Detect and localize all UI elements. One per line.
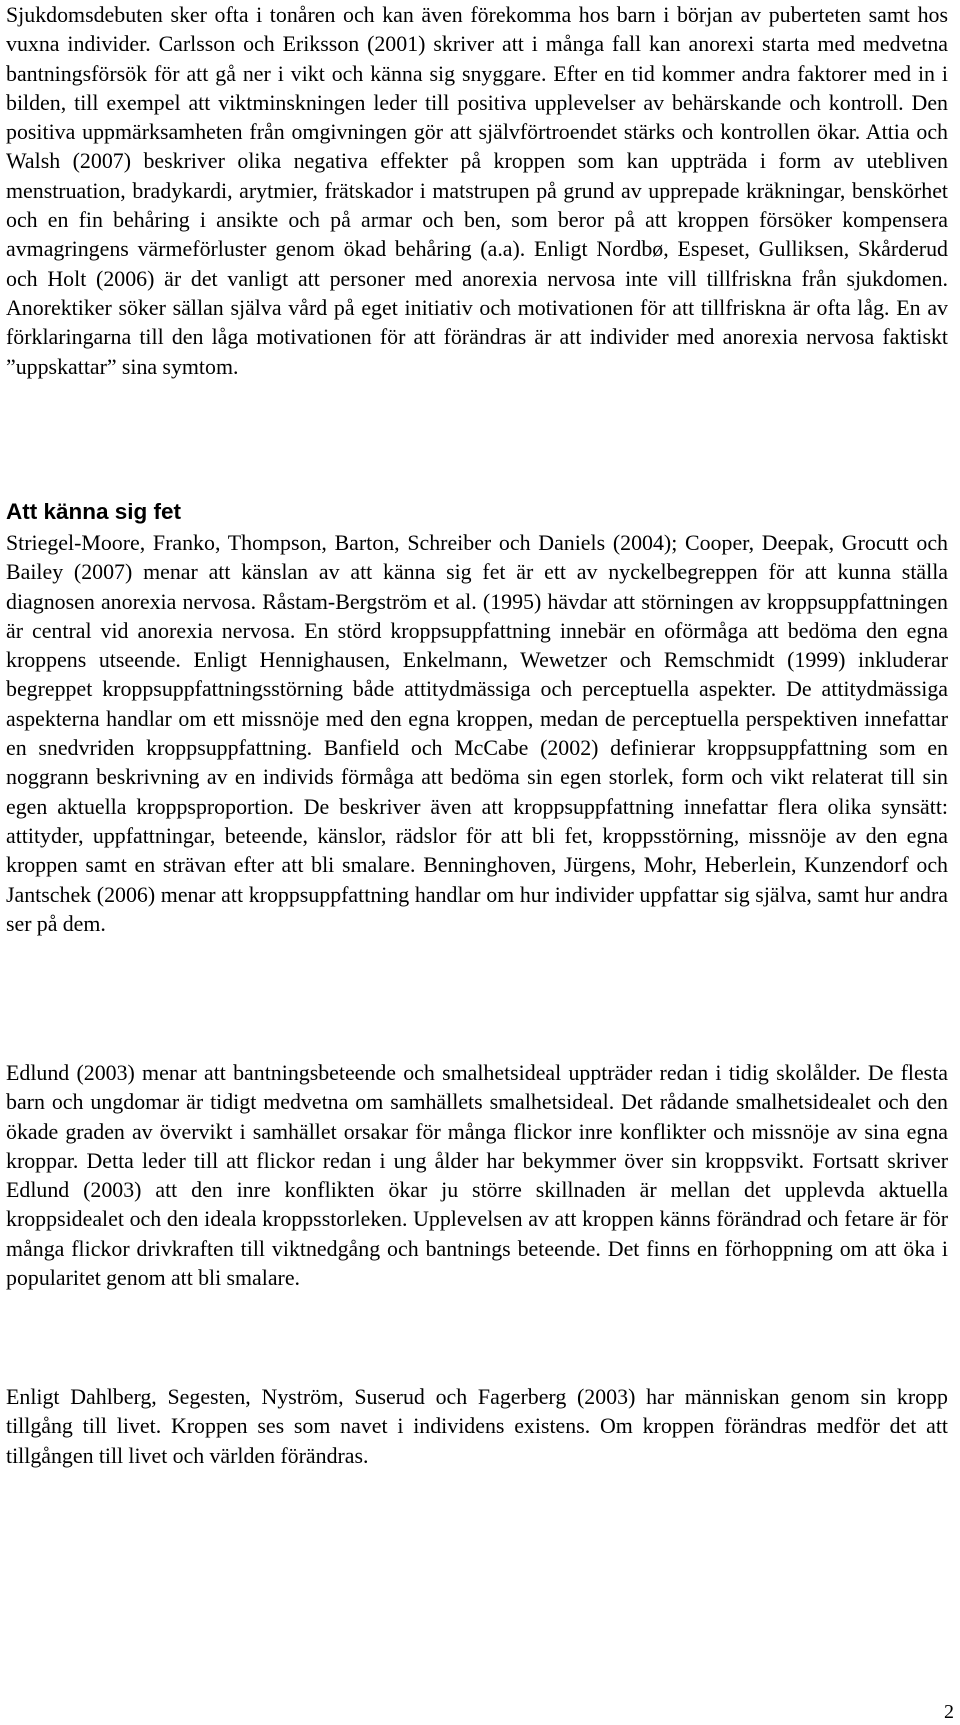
body-paragraph-3: Enligt Dahlberg, Segesten, Nyström, Suserud och Fagerberg (2003) har människan genom sin kropp tillgång till livet. Kroppen ses som navet i individens existens. Om kroppen förändras medför det att tillgången till livet och världen förändras. <box>6 1384 948 1468</box>
body-paragraph-1: Striegel-Moore, Franko, Thompson, Barton, Schreiber och Daniels (2004); Cooper, Deepak, Grocutt och Bailey (2007) menar att känslan av att känna sig fet är ett av nyckelbegreppen för att kunna ställa diagnosen anorexia nervosa. Råstam-Bergström et al. (1995) hävdar att störningen av kroppsuppfattningen är central vid anorexia nervosa. En störd kroppsuppfattning innebär en oförmåga att bedöma den egna kroppens utseende. Enligt Hennighausen, Enkelmann, Wewetzer och Remschmidt (1999) inkluderar begreppet kroppsuppfattningsstörning både attitydmässiga och perceptuella aspekter. De attitydmässiga aspekterna handlar om ett missnöje med den egna kroppen, medan de perceptuella perspektiven innefattar en snedvriden kroppsuppfattning. Banfield och McCabe (2002) definierar kroppsuppfattning som en noggrann beskrivning av en individs förmåga att bedöma sin egen storlek, form och vikt relaterat till sin egen aktuella kroppsproportion. De beskriver även att kroppsuppfattning innefattar flera olika synsätt: attityder, uppfattningar, beteende, känslor, rädslor för att bli fet, kroppsstörning, missnöje av den egna kroppen samt en strävan efter att bli smalare. Benninghoven, Jürgens, Mohr, Heberlein, Kunzendorf och Jantschek (2006) menar att kroppsuppfattning handlar om hur individer uppfattar sig själva, samt hur andra ser på dem. <box>6 530 948 936</box>
intro-paragraph: Sjukdomsdebuten sker ofta i tonåren och kan även förekomma hos barn i början av puberteten samt hos vuxna individer. Carlsson och Eriksson (2001) skriver att i många fall kan anorexi starta med medvetna bantningsförsök för att gå ner i vikt och känna sig snyggare. Efter en tid kommer andra faktorer med in i bilden, till exempel att viktminskningen leder till positiva upplevelser av behärskande och kontroll. Den positiva uppmärksamheten från omgivningen gör att självförtroendet stärks och kontrollen ökar. Attia och Walsh (2007) beskriver olika negativa effekter på kroppen som kan uppträda i form av utebliven menstruation, bradykardi, arytmier, frätskador i matstrupen på grund av upprepade kräkningar, benskörhet och en fin behåring i ansikte och på armar och ben, som beror på att kroppen försöker kompensera avmagringens värmeförluster genom ökad behåring (a.a). Enligt Nordbø, Espeset, Gulliksen, Skårderud och Holt (2006) är det vanligt att personer med anorexia nervosa inte vill tillfriskna från sjukdomen. Anorektiker söker sällan själva vård på eget initiativ och motivationen för att tillfriskna är ofta låg. En av förklaringarna till den låga motivationen för att förändras är att individer med anorexia nervosa faktiskt ”uppskattar” sina symtom. <box>6 2 948 379</box>
section-body-block-3 <box>6 1382 948 1470</box>
section-heading: Att känna sig fet <box>6 499 182 524</box>
section-body-block <box>6 528 948 938</box>
body-paragraph-2: Edlund (2003) menar att bantningsbeteende och smalhetsideal uppträder redan i tidig skolålder. De flesta barn och ungdomar är tidigt medvetna om samhällets smalhetsideal. Det rådande smalhetsidealet och den ökade graden av övervikt i samhället orsakar för många flickor inre konflikter och missnöje av sina egna kroppar. Detta leder till att flickor redan i ung ålder har bekymmer över sin kroppsvikt. Fortsatt skriver Edlund (2003) att den inre konflikten ökar ju större skillnaden är mellan det upplevda aktuella kroppsidealet och den ideala kroppsstorleken. Upplevelsen av att kroppen känns förändrad och fetare är för många flickor drivkraften till viktnedgång och bantnings beteende. Det finns en förhoppning om att öka i popularitet genom att bli smalare. <box>6 1060 948 1291</box>
body-text-column <box>6 0 948 381</box>
section-heading-block <box>6 497 948 526</box>
page-number: 2 <box>944 1701 954 1723</box>
section-body-block-2 <box>6 1058 948 1292</box>
